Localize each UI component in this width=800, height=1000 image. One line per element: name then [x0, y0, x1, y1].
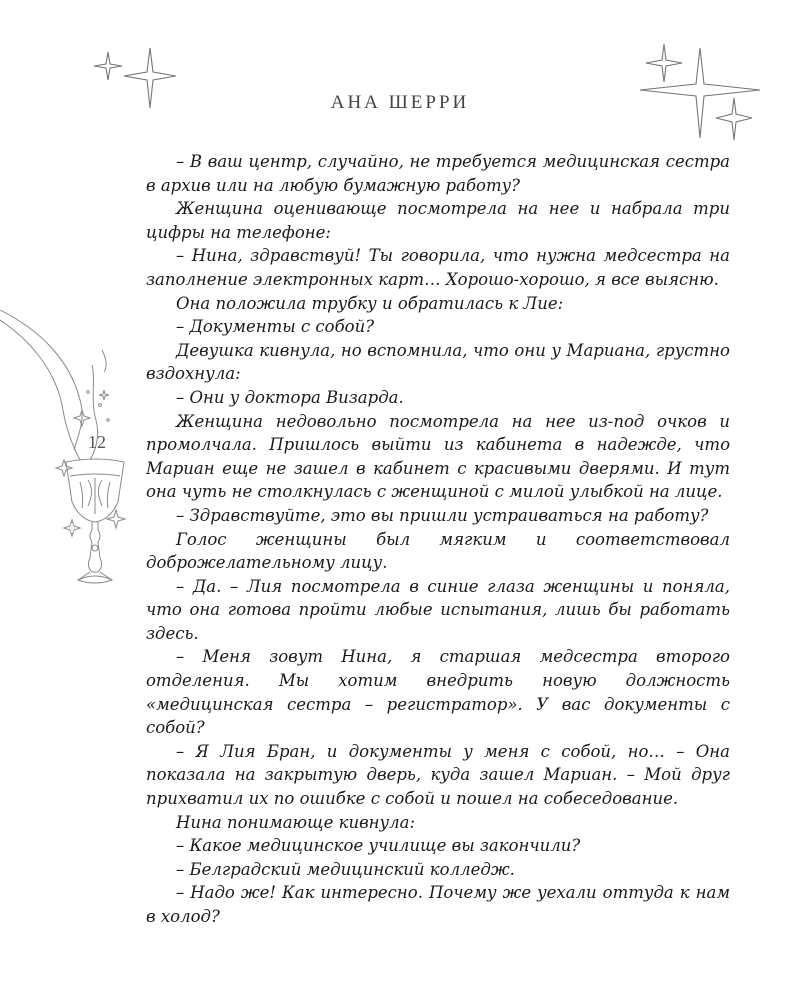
paragraph: Она положила трубку и обратилась к Лие: [176, 293, 564, 313]
running-header-author: АНА ШЕРРИ [330, 92, 470, 113]
body-text [146, 150, 730, 929]
goblet-icon [0, 310, 140, 600]
paragraph: – Здравствуйте, это вы пришли устраиваться на работу? [176, 505, 709, 525]
paragraph: – Белградский медицинский колледж. [176, 859, 515, 879]
paragraph: Нина понимающе кивнула: [176, 812, 416, 832]
paragraph: – Да. – Лия посмотрела в синие глаза женщины и поняла, что она готова пройти любые испытания, лишь бы работать здесь. [146, 576, 730, 643]
paragraph: Голос женщины был мягким и соответствовал доброжелательному лицу. [146, 529, 730, 573]
paragraph: Женщина недовольно посмотрела на нее из-под очков и промолчала. Пришлось выйти из кабинета в надежде, что Мариан еще не зашел в кабинет с красивыми дверями. И тут она чуть не столкнулась с женщиной с милой улыбкой на лице. [146, 411, 730, 502]
paragraph: – Они у доктора Визарда. [176, 387, 404, 407]
paragraph: Женщина оценивающе посмотрела на нее и набрала три цифры на телефоне: [146, 199, 730, 242]
page-number: 12 [88, 432, 106, 452]
paragraph: – Нина, здравствуй! Ты говорила, что нужна медсестра на заполнение электронных карт… Хорошо-хорошо, я все выясню. [146, 246, 730, 289]
paragraph: – Какое медицинское училище вы закончили? [176, 836, 581, 856]
paragraph: – Меня зовут Нина, я старшая медсестра второго отделения. Мы хотим внедрить новую должность «медицинская сестра – регистратор». У вас документы с собой? [146, 647, 730, 738]
paragraph: – Я Лия Бран, и документы у меня с собой, но… – Она показала на закрытую дверь, куда зашел Мариан. – Мой друг прихватил их по ошибке с собой и пошел на собеседование. [146, 741, 730, 809]
paragraph: – Документы с собой? [176, 317, 375, 337]
paragraph: – Надо же! Как интересно. Почему же уехали оттуда к нам в холод? [146, 883, 730, 926]
paragraph: – В ваш центр, случайно, не требуется медицинская сестра в архив или на любую бумажную работу? [146, 152, 730, 195]
paragraph: Девушка кивнула, но вспомнила, что они у Мариана, грустно вздохнула: [146, 340, 730, 384]
